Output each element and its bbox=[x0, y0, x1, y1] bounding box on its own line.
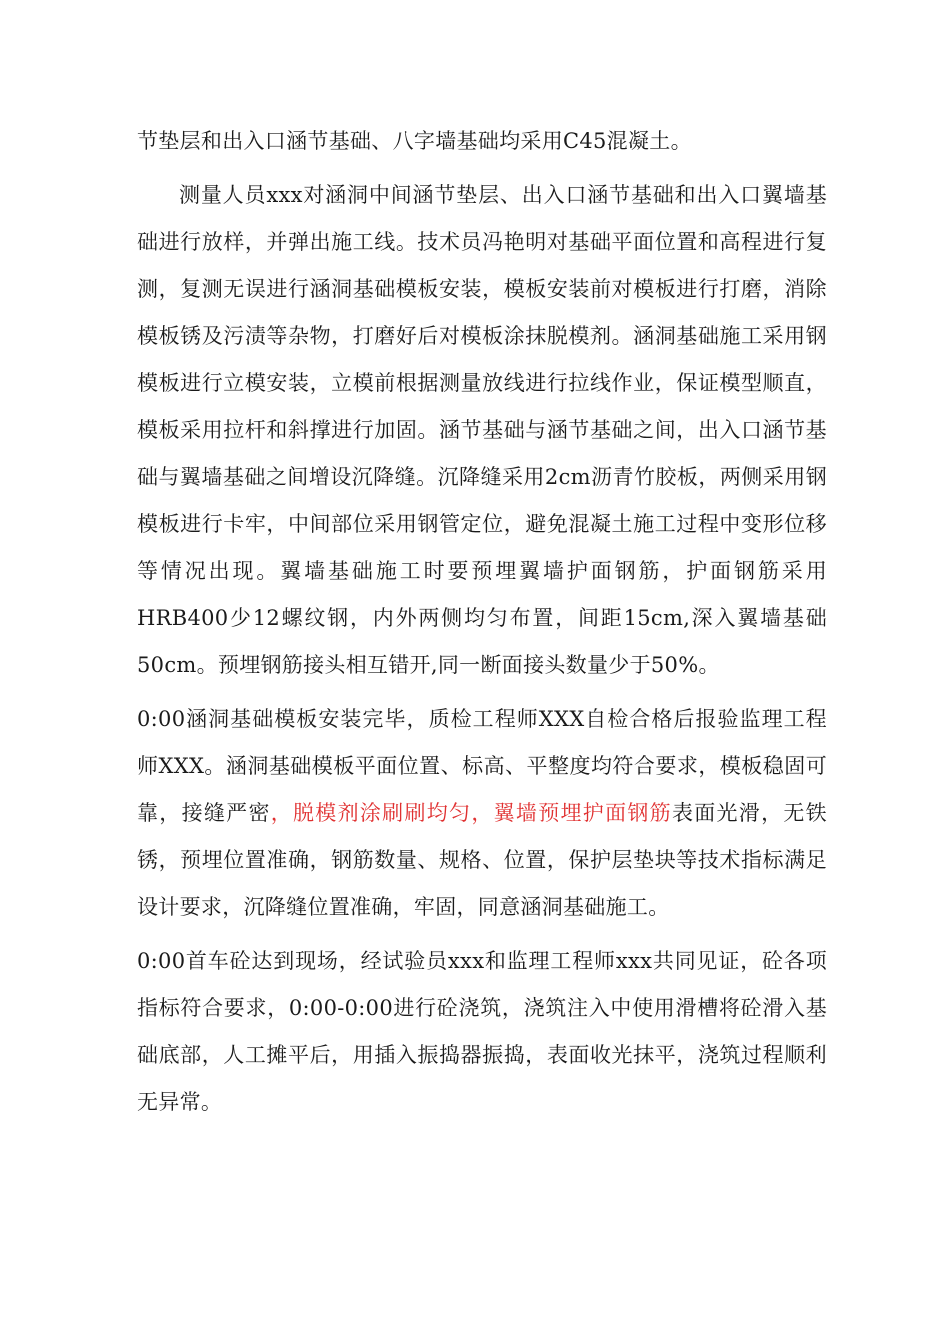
paragraph-continuation: 节垫层和出入口涵节基础、八字墙基础均采用C45混凝土。 bbox=[137, 129, 692, 153]
highlighted-text: ，脱模剂涂刷刷均匀，翼墙预埋护面钢筋 bbox=[270, 801, 672, 825]
inspection-text: 0:00涵洞基础模板安装完毕，质检工程师XXX自检合格后报验监理工程师XXX。涵洞基础模板平面位置、标高、平整度均符合要求，模板稳固可靠，接缝严密 bbox=[137, 707, 827, 825]
paragraph-inspection-log bbox=[137, 696, 827, 931]
document-body bbox=[137, 118, 827, 1133]
inspection-text-continued: 表面光滑，无铁锈，预埋位置准确，钢筋数量、规格、位置，保护层垫块等技术指标满足设计要求，沉降缝位置准确，牢固，同意涵洞基础施工。 bbox=[137, 801, 827, 919]
paragraph-survey-formwork: 测量人员xxx对涵洞中间涵节垫层、出入口涵节基础和出入口翼墙基础进行放样，并弹出施工线。技术员冯艳明对基础平面位置和高程进行复测，复测无误进行涵洞基础模板安装，模板安装前对模板进行打磨，消除模板锈及污渍等杂物，打磨好后对模板涂抹脱模剂。涵洞基础施工采用钢模板进行立模安装，立模前根据测量放线进行拉线作业，保证模型顺直，模板采用拉杆和斜撑进行加固。涵节基础与涵节基础之间，出入口涵节基础与翼墙基础之间增设沉降缝。沉降缝采用2cm沥青竹胶板，两侧采用钢模板进行卡牢，中间部位采用钢管定位，避免混凝土施工过程中变形位移等情况出现。翼墙基础施工时要预埋翼墙护面钢筋，护面钢筋采用HRB400少12螺纹钢，内外两侧均匀布置，间距15cm,深入翼墙基础50cm。预埋钢筋接头相互错开,同一断面接头数量少于50%。 bbox=[137, 183, 827, 677]
paragraph-concrete-pour-log: 0:00首车砼达到现场，经试验员xxx和监理工程师xxx共同见证，砼各项指标符合要求，0:00-0:00进行砼浇筑，浇筑注入中使用滑槽将砼滑入基础底部，人工摊平后，用插入振捣器振捣，表面收光抹平，浇筑过程顺利无异常。 bbox=[137, 949, 827, 1114]
